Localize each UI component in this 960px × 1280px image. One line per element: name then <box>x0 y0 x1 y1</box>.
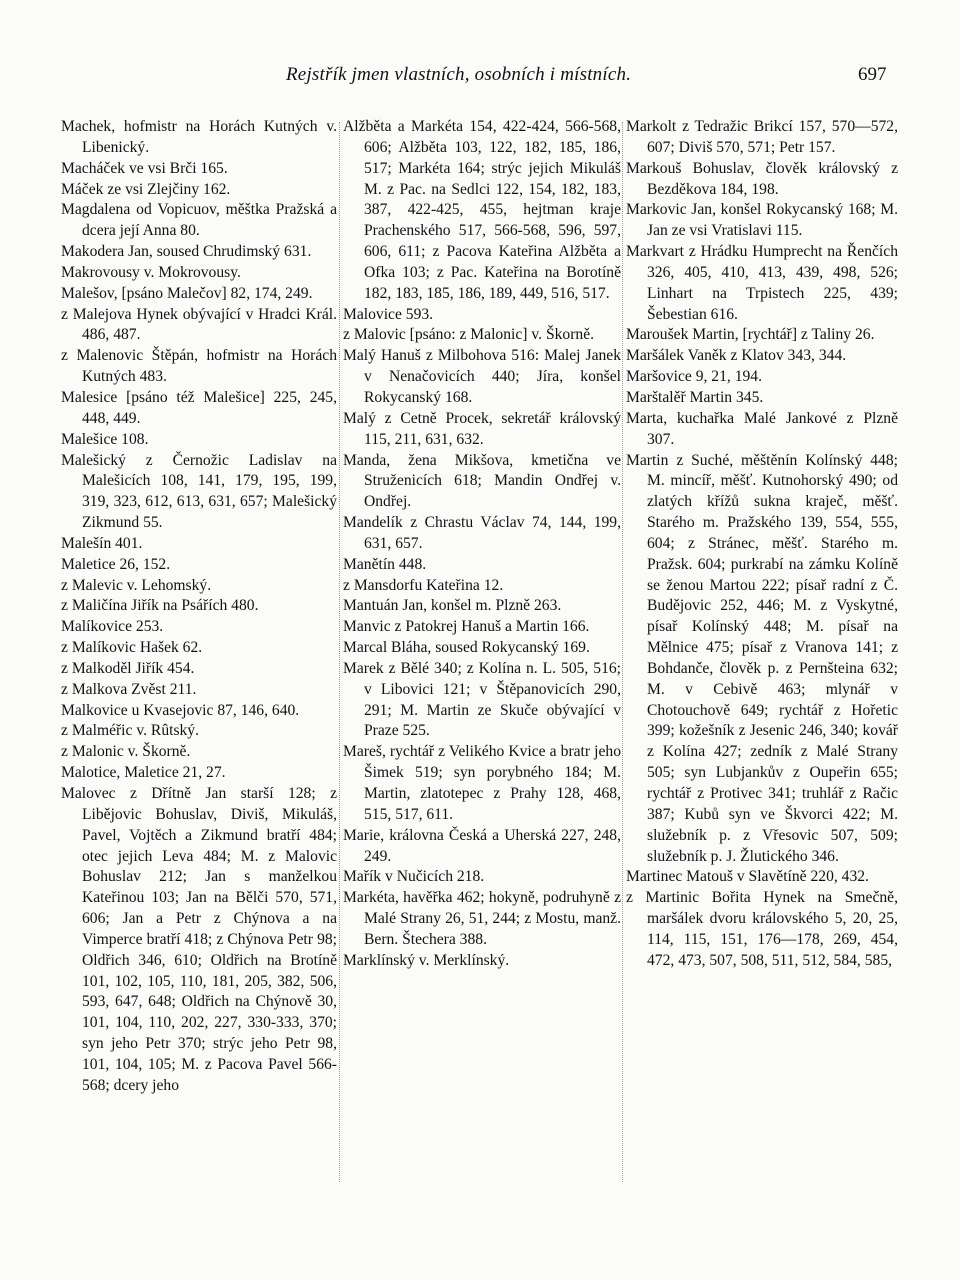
index-entry: Maršovice 9, 21, 194. <box>626 368 762 386</box>
page-number: 697 <box>858 64 887 85</box>
index-entry: z Malonic v. Škorně. <box>61 743 191 761</box>
index-entry: Malešov, [psáno Malečov] 82, 174, 249. <box>61 284 313 302</box>
index-entry: Malíkovice 253. <box>61 618 164 636</box>
index-entry: Malkovice u Kvasejovic 87, 146, 640. <box>61 701 300 719</box>
index-entry: Alžběta a Markéta 154, 422-424, 566-568, 606; Alžběta 103, 122, 182, 185, 186, 517; Markéta 164; strýc jejich Mikuláš M. z Pac. na Sedlci 122, 154, 182, 183, 387, 422-425, 455, hejtman kraje Prachenského 517, 566-568, 596, 597, 606, 611; z Pacova Kateřina Alžběta a Ofka 103; z Pac. Kateřina na Borotíně 182, 183, 185, 186, 189, 449, 516, 517. <box>343 118 621 302</box>
index-entry: Markvart z Hrádku Humprecht na Řenčích 326, 405, 410, 413, 439, 498, 526; Linhart na Trpistech 225, 439; Šebestian 616. <box>626 243 898 323</box>
index-entry: Mantuán Jan, konšel m. Plzně 263. <box>343 597 562 615</box>
index-entry: z Malméřic v. Rûtský. <box>61 722 200 740</box>
index-entry: z Maličína Jiřík na Psářích 480. <box>61 597 259 615</box>
index-entry: Malotice, Maletice 21, 27. <box>61 764 226 782</box>
column-divider-2 <box>622 122 623 1182</box>
index-entry: Marštalěř Martin 345. <box>626 388 764 406</box>
index-entry: Manda, žena Mikšova, kmetična ve Struženicích 618; Mandin Ondřej v. Ondřej. <box>343 451 621 511</box>
index-entry: Mařík v Nučicích 218. <box>343 868 485 886</box>
index-entry: Marcal Bláha, soused Rokycanský 169. <box>343 639 590 657</box>
index-entry: Markouš Bohuslav, člověk královský z Bezděkova 184, 198. <box>626 159 898 198</box>
index-entry: Makodera Jan, soused Chrudimský 631. <box>61 243 312 261</box>
index-entry: z Malkova Zvěst 211. <box>61 680 197 698</box>
index-entry: Maroušek Martin, [rychtář] z Taliny 26. <box>626 326 875 344</box>
index-entry: Markolt z Tedražic Brikcí 157, 570—572, 607; Diviš 570, 571; Petr 157. <box>626 118 898 156</box>
index-entry: Manětín 448. <box>343 555 427 573</box>
index-entry: Malešický z Černožic Ladislav na Malešicích 108, 141, 179, 195, 199, 319, 323, 612, 613, 631, 657; Malešický Zikmund 55. <box>61 451 337 532</box>
index-entry: Malý z Cetně Procek, sekretář královský 115, 211, 631, 632. <box>343 409 621 448</box>
running-title: Rejstřík jmen vlastních, osobních i místních. <box>286 64 632 85</box>
index-entry: Malovice 593. <box>343 305 434 323</box>
index-entry: z Malevic v. Lehomský. <box>61 576 212 594</box>
index-entry: Marta, kuchařka Malé Jankové z Plzně 307. <box>626 409 898 448</box>
index-entry: Markovic Jan, konšel Rokycanský 168; M. Jan ze vsi Vratislavi 115. <box>626 201 898 240</box>
index-entry: z Malíkovic Hašek 62. <box>61 639 203 657</box>
index-entry: z Malovic [psáno: z Malonic] v. Škorně. <box>343 326 595 344</box>
index-entry: z Malejova Hynek obývající v Hradci Král. 486, 487. <box>61 305 337 344</box>
index-entry: Marek z Bělé 340; z Kolína n. L. 505, 516; v Libovici 121; v Štěpanovicích 290, 291; M. Martin ze Skuče obývající v Praze 525. <box>343 659 621 740</box>
column-divider-1 <box>339 122 340 1182</box>
index-entry: Machek, hofmistr na Horách Kutných v. Libenický. <box>61 118 337 156</box>
index-entry: z Malenovic Štěpán, hofmistr na Horách Kutných 483. <box>61 347 337 386</box>
index-entry: Mandelík z Chrastu Václav 74, 144, 199, 631, 657. <box>343 514 621 552</box>
index-entry: z Martinic Bořita Hynek na Smečně, maršálek dvoru královského 5, 20, 25, 114, 115, 151, 176—178, 269, 454, 472, 473, 507, 508, 511, 512, 584, 585, <box>626 889 898 969</box>
index-column-2 <box>343 117 621 972</box>
index-entry: Mareš, rychtář z Velikého Kvice a bratr jeho Šimek 519; syn porybného 184; M. Martin, zlatotepec z Prahy 128, 468, 515, 517, 611. <box>343 743 621 823</box>
index-entry: Martinec Matouš v Slavětíně 220, 432. <box>626 868 869 886</box>
index-entry: Malovec z Dřítně Jan starší 128; z Libějovic Bohuslav, Diviš, Mikuláš, Pavel, Vojtěch a Zikmund bratří 484; otec jejich Leva 484; M. z Malovic Bohuslav 212; Jan s manželkou Kateřinou 103; Jan na Bělči 570, 571, 606; Jan a Petr z Chýnova a na Vimperce bratří 418; z Chýnova Petr 98; Oldřich 346, 610; Oldřich na Brotíně 101, 102, 105, 110, 181, 205, 382, 506, 593, 647, 648; Oldřich na Chýnově 30, 101, 104, 110, 202, 227, 330-333, 370; syn jeho Petr 370; strýc jeho Petr 98, 101, 104, 105; M. z Pacova Pavel 566-568; dcery jeho <box>61 785 337 1094</box>
index-entry: Manvic z Patokrej Hanuš a Martin 166. <box>343 618 590 636</box>
index-column-1 <box>61 117 337 1097</box>
index-entry: Makrovousy v. Mokrovousy. <box>61 263 241 281</box>
index-column-3 <box>626 117 898 972</box>
index-entry: Macháček ve vsi Brči 165. <box>61 159 228 177</box>
index-entry: Markéta, havěřka 462; hokyně, podruhyně z Malé Strany 26, 51, 244; z Mostu, manž. Bern. Štechera 388. <box>343 889 621 948</box>
index-entry: Marklínský v. Merklínský. <box>343 951 510 969</box>
index-entry: Malý Hanuš z Milbohova 516: Malej Janek v Nenačovicích 440; Jíra, konšel Rokycanský 168. <box>343 347 621 406</box>
index-entry: Maletice 26, 152. <box>61 555 171 573</box>
index-entry: Maršálek Vaněk z Klatov 343, 344. <box>626 347 847 365</box>
index-entry: Malešice 108. <box>61 430 149 448</box>
index-entry: Malesice [psáno též Malešice] 225, 245, 448, 449. <box>61 388 337 427</box>
index-entry: Malešín 401. <box>61 534 143 552</box>
index-entry: z Mansdorfu Kateřina 12. <box>343 576 504 594</box>
index-entry: z Malkoděl Jiřík 454. <box>61 659 195 677</box>
running-header <box>0 64 960 94</box>
index-entry: Magdalena od Vopicuov, měštka Pražská a dcera její Anna 80. <box>61 201 337 240</box>
index-entry: Martin z Suché, měštěnín Kolínský 448; M. mincíř, měšť. Kutnohorský 490; od zlatých křížů sukna kraječ, měšť. Starého m. Pražského 139, 554, 555, 604; z Stránec, měšť. Starého m. Pražsk. 604; purkrabí na zámku Kolíně se ženou Martou 222; písař radní z Č. Budějovic 252, 446; M. z Vyskytné, písař Kolínský 448; M. písař na Mělnice 475; písař z Vranova 141; z Bohdanče, člověk p. z Pernšteina 632; M. v Cebivě 463; mlynář v Chotouchově 649; rychtář z Hořetic 399; kožešník z Jesenic 246, 340; kovář z Kolína 427; zedník z Malé Strany 505; syn Lubjankův z Oupeřin 655; rychtář z Protivec 341; truhlář z Račic 387; Kubů syn ve Škvorci 422; M. služebník p. z Vřesovic 507, 509; služebník p. J. Žlutického 346. <box>626 451 898 865</box>
index-entry: Máček ze vsi Zlejčiny 162. <box>61 180 231 198</box>
index-entry: Marie, královna Česká a Uherská 227, 248, 249. <box>343 826 621 865</box>
